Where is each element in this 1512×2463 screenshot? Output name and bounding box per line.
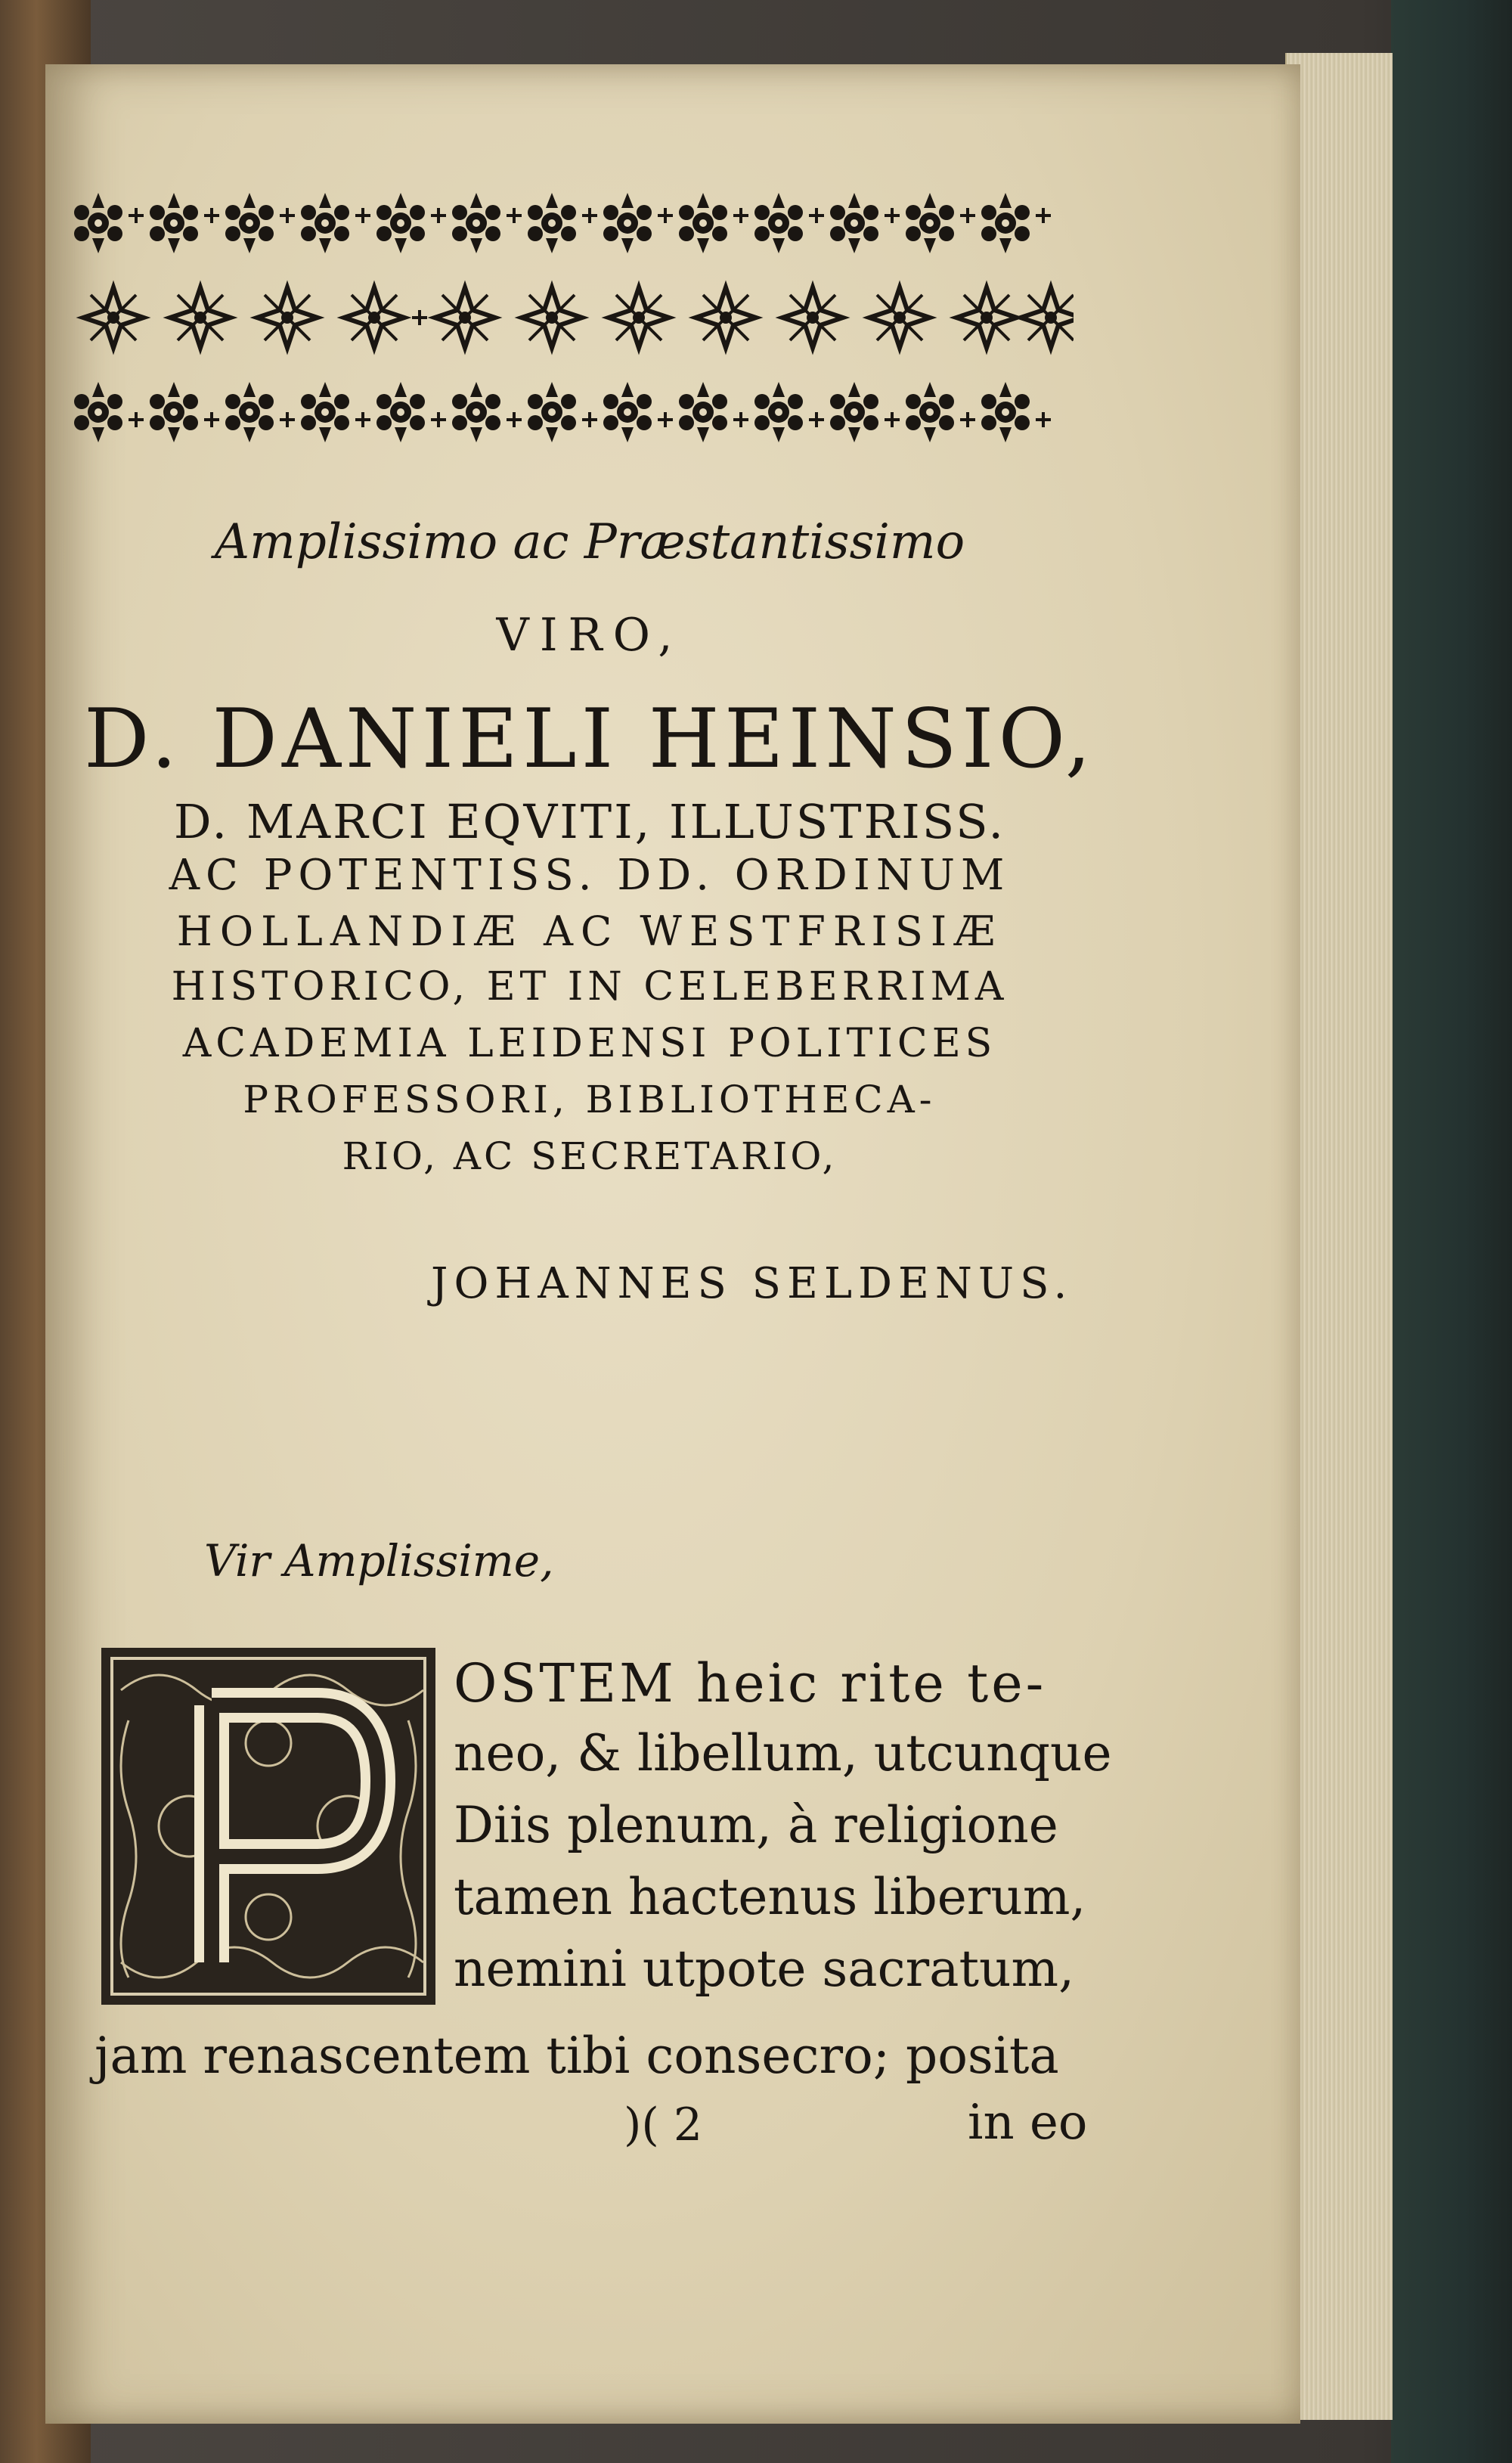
- body-line-1: OSTEM heic rite te-: [454, 1652, 1047, 1714]
- dedication-line-8: ACADEMIA LEIDENSI POLITICES: [182, 1021, 997, 1066]
- dropcap-letter: P: [98, 1645, 99, 1646]
- catchword: in eo: [968, 2095, 1088, 2151]
- dedication-line-9: PROFESSORI, BIBLIOTHECA-: [243, 1078, 937, 1121]
- dedication-line-1: Amplissimo ac Præstantissimo: [214, 514, 965, 570]
- body-line-2: neo, & libellum, utcunque: [454, 1724, 1112, 1782]
- body-line-3: Diis plenum, à religione: [454, 1796, 1058, 1854]
- dedication-line-2: VIRO,: [496, 609, 683, 662]
- ornament-band: [68, 178, 1074, 458]
- dedication-line-5: AC POTENTISS. DD. ORDINUM: [169, 851, 1011, 900]
- body-line-6: jam renascentem tibi consecro; posita: [94, 2027, 1059, 2085]
- dedication-line-7: HISTORICO, ET IN CELEBERRIMA: [171, 964, 1009, 1010]
- dedication-line-4: D. MARCI EQVITI, ILLUSTRISS.: [173, 794, 1006, 849]
- dedication-line-6: HOLLANDIÆ AC WESTFRISIÆ: [176, 907, 1003, 955]
- salutation: Vir Amplissime,: [204, 1535, 554, 1587]
- decorated-initial: [98, 1645, 438, 2008]
- dedication-name: D. DANIELI HEINSIO,: [83, 692, 1096, 786]
- body-line-4: tamen hactenus liberum,: [454, 1868, 1086, 1926]
- page-edges: [1285, 53, 1393, 2420]
- dedication-line-10: RIO, AC SECRETARIO,: [342, 1134, 838, 1178]
- book-cover-right: [1391, 0, 1512, 2463]
- author-name: JOHANNES SELDENUS.: [431, 1259, 1074, 1308]
- body-line-5: nemini utpote sacratum,: [454, 1940, 1075, 1998]
- signature-mark: )( 2: [624, 2099, 703, 2151]
